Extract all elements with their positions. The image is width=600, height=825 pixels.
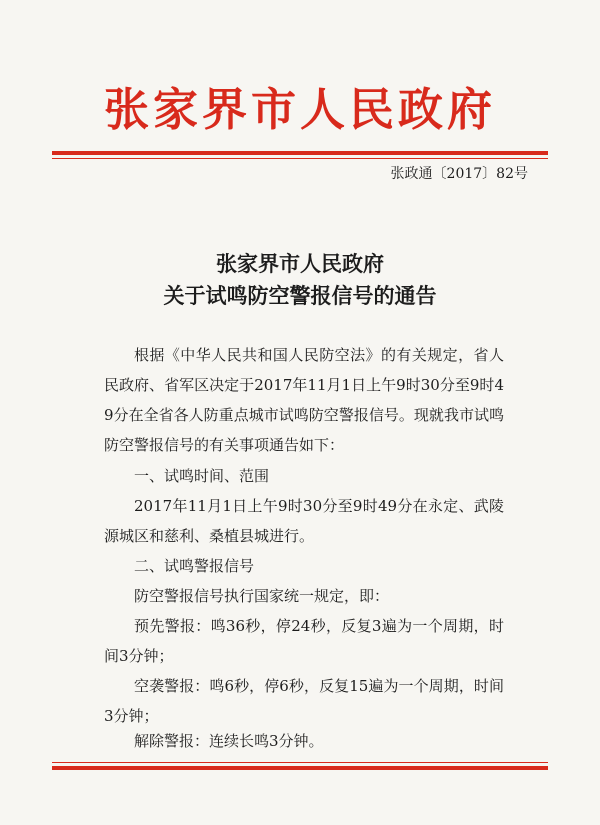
section-1-paragraph: 2017年11月1日上午9时30分至9时49分在永定、武陵源城区和慈利、桑植县城进行。 xyxy=(104,497,504,545)
section-2-intro: 防空警报信号执行国家统一规定，即： xyxy=(134,587,390,605)
footer-red-rule-thick xyxy=(52,766,548,770)
footer-red-rule-thin xyxy=(52,762,548,763)
air-raid-warning-paragraph: 空袭警报：鸣6秒，停6秒，反复15遍为一个周期，时间3分钟； xyxy=(104,677,504,725)
issuing-authority-header: 张家界市人民政府 xyxy=(103,83,496,136)
section-1-heading: 一、试鸣时间、范围 xyxy=(134,467,270,485)
header-red-rule-thin xyxy=(52,158,548,159)
document-number: 张政通〔2017〕82号 xyxy=(390,166,528,182)
section-2-heading: 二、试鸣警报信号 xyxy=(134,557,255,575)
notice-title-line-1: 张家界市人民政府 xyxy=(216,251,384,276)
all-clear-warning-paragraph: 解除警报：连续长鸣3分钟。 xyxy=(134,732,324,750)
preliminary-warning-paragraph: 预先警报：鸣36秒，停24秒，反复3遍为一个周期，时间3分钟； xyxy=(104,617,504,665)
header-red-rule-thick xyxy=(52,151,548,155)
notice-title-line-2: 关于试鸣防空警报信号的通告 xyxy=(163,283,437,308)
intro-paragraph: 根据《中华人民共和国人民防空法》的有关规定，省人民政府、省军区决定于2017年11月1日上午9时30分至9时49分在全省各人防重点城市试鸣防空警报信号。现就我市试鸣防空警报信号的有关事项通告如下： xyxy=(104,346,504,454)
